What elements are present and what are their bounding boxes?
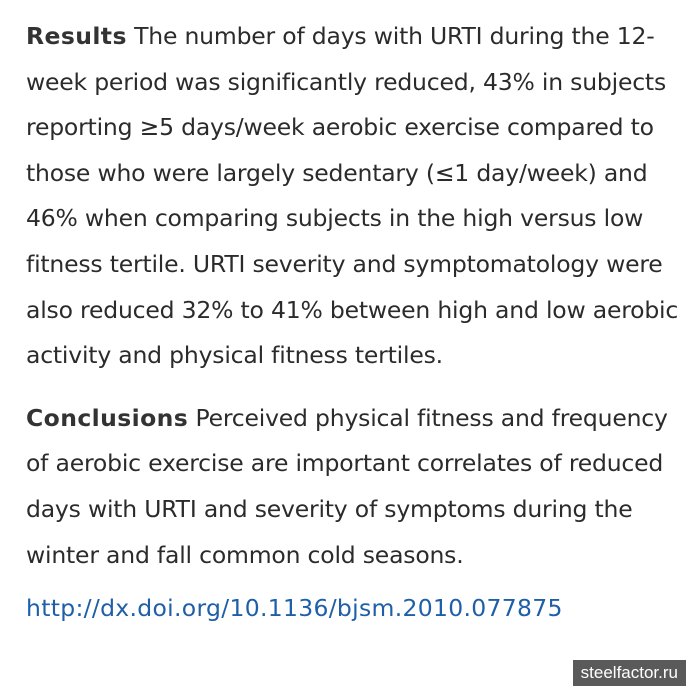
conclusions-label: Conclusions [26, 403, 189, 432]
conclusions-text: Perceived physical fitness and frequency of aerobic exercise are important correlates of reduced days with URTI and severity of symptoms during the winter and fall common cold seasons. [26, 403, 668, 569]
results-text: The number of days with URTI during the 12-week period was significantly reduced, 43% in subjects reporting ≥5 days/week aerobic exercise compared to those who were largely sedentary (≤1 day/week) and 46% when comparing subjects in the high versus low fitness tertile. URTI severity and symptomatology were also reduced 32% to 41% between high and low aerobic activity and physical fitness tertiles. [26, 22, 679, 370]
conclusions-paragraph [26, 396, 681, 578]
results-label: Results [26, 22, 127, 50]
watermark: steelfactor.ru [573, 660, 686, 686]
doi-link[interactable]: http://dx.doi.org/10.1136/bjsm.2010.077875 [26, 594, 563, 623]
results-paragraph [26, 14, 681, 379]
abstract-section [26, 14, 681, 628]
